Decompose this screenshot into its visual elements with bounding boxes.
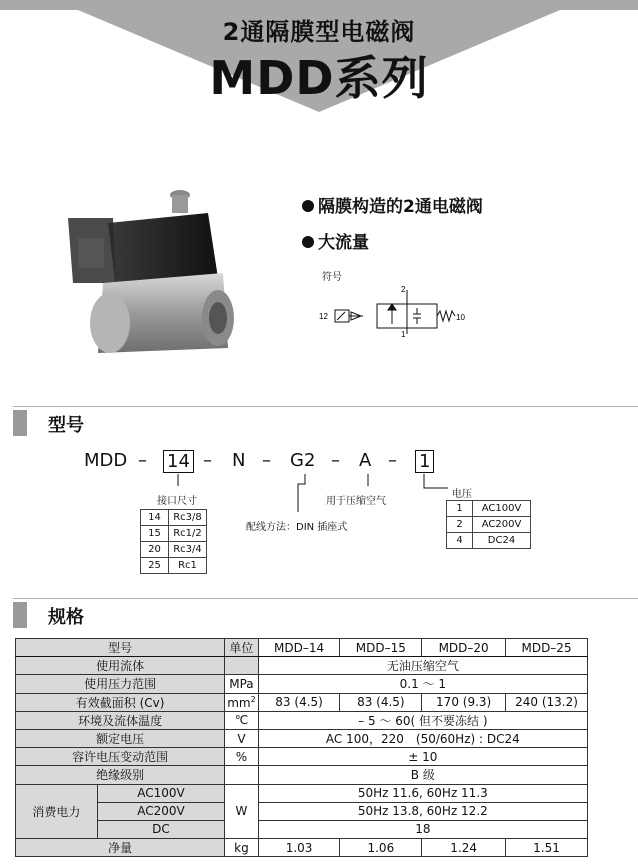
code-voltage: 1: [415, 450, 434, 473]
section-spec: [0, 600, 638, 630]
table-row: 15 Rc1/2: [141, 526, 207, 542]
section-title: 规格: [48, 607, 84, 628]
valve-photo: [58, 188, 238, 363]
medium-label: 用于压缩空气: [326, 496, 386, 507]
symbol-label: 符号: [322, 272, 342, 283]
table-row: 有效截面积 (Cv) $mm^2$ 83 (4.5) 83 (4.5) 170 (9.3) 240 (13.2): [16, 693, 588, 711]
table-row: AC200V 50Hz 13.8, 60Hz 12.2: [16, 802, 588, 820]
table-row: 绝缘级别 B 级: [16, 766, 588, 784]
wiring-label: 配线方法：DIN 插座式: [246, 522, 348, 533]
port-12-label: 12: [319, 312, 328, 321]
code-dash: –: [138, 450, 147, 471]
table-row: 使用流体 无油压缩空气: [16, 657, 588, 675]
code-dash: –: [262, 450, 271, 471]
section-model: [0, 408, 638, 438]
section-marker: [13, 410, 27, 436]
feature-2: 大流量: [302, 228, 369, 253]
spec-table: [15, 638, 588, 857]
code-size: 14: [163, 450, 194, 473]
code-medium: A: [359, 450, 372, 471]
bullet-icon: [302, 236, 314, 248]
port-size-title: 接口尺寸: [157, 496, 197, 507]
table-row: 20 Rc3/4: [141, 542, 207, 558]
table-row: DC 18: [16, 820, 588, 838]
voltage-table: [446, 500, 531, 549]
header-subtitle: 2通隔膜型电磁阀: [222, 18, 416, 46]
table-row: 额定电压 V AC 100，220 (50/60Hz) : DC24: [16, 729, 588, 747]
table-row: 1 AC100V: [447, 501, 531, 517]
valve-symbol-icon: [315, 280, 465, 340]
table-row: 25 Rc1: [141, 558, 207, 574]
table-row: 型号 单位 MDD–14 MDD–15 MDD–20 MDD–25: [16, 639, 588, 657]
table-row: 环境及流体温度 ℃ – 5 ～ 60( 但不要冻结 ): [16, 711, 588, 729]
table-row: 4 DC24: [447, 533, 531, 549]
section-marker: [13, 602, 27, 628]
port-10-label: 10: [456, 313, 465, 322]
table-row: 使用压力范围 MPa 0.1 ～ 1: [16, 675, 588, 693]
table-row: 消费电力 AC100V W 50Hz 11.6, 60Hz 11.3: [16, 784, 588, 802]
code-wiring: N: [232, 450, 246, 471]
table-row: 2 AC200V: [447, 517, 531, 533]
code-dash: –: [203, 450, 212, 471]
bullet-icon: [302, 200, 314, 212]
code-leader-lines: [0, 440, 638, 590]
code-dash: –: [388, 450, 397, 471]
port-size-table: [140, 509, 207, 574]
code-prefix: MDD: [84, 450, 128, 471]
table-row: 容许电压变动范围 % ± 10: [16, 748, 588, 766]
port-2-label: 2: [401, 285, 406, 294]
voltage-title: 电压: [452, 489, 472, 500]
page-title: MDD系列: [209, 51, 429, 105]
port-1-label: 1: [401, 330, 406, 339]
table-row: 14 Rc3/8: [141, 510, 207, 526]
table-row: 净量 kg 1.03 1.06 1.24 1.51: [16, 839, 588, 857]
feature-1: 隔膜构造的2通电磁阀: [302, 192, 483, 217]
code-dash: –: [331, 450, 340, 471]
section-title: 型号: [48, 415, 84, 436]
code-connector: G2: [290, 450, 316, 471]
